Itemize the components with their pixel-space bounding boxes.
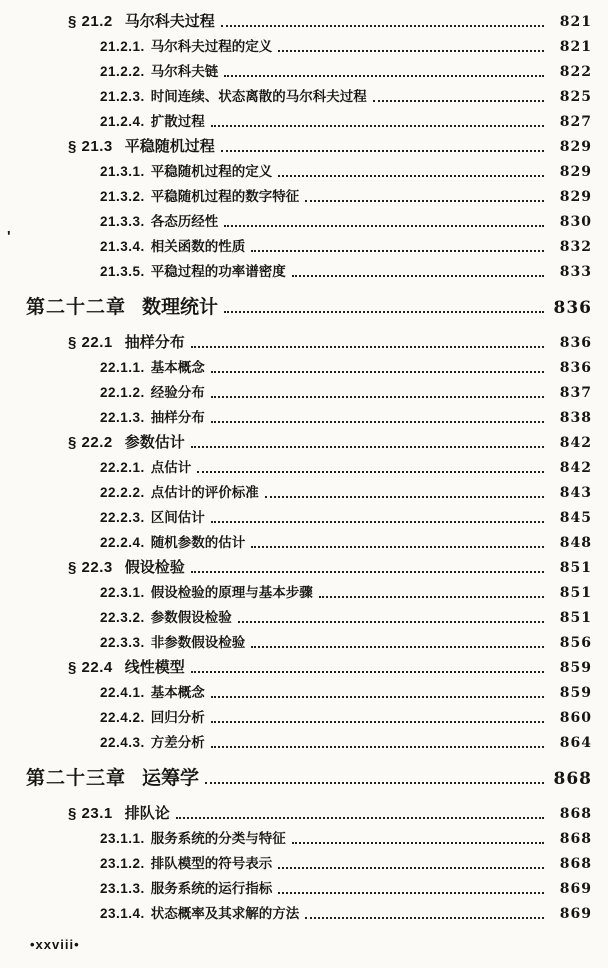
dot-leader-icon (191, 671, 544, 673)
toc-entry-page: 860 (559, 710, 592, 726)
toc-entry-title: 状态概率及其求解的方法 (150, 906, 300, 921)
toc-entry-page: 856 (559, 635, 592, 651)
toc-entry-page: 868 (553, 769, 592, 789)
toc-entry-title: 扩散过程 (150, 114, 205, 129)
dot-leader-icon (191, 446, 544, 448)
toc-entry-number: 23.1.1. (100, 831, 145, 846)
dot-leader-icon (265, 496, 544, 498)
toc-entry (26, 902, 592, 927)
toc-entry-title: 服务系统的分类与特征 (150, 831, 286, 846)
toc-entry-title: 数理统计 (142, 297, 219, 318)
toc-entry (26, 802, 592, 827)
toc-entry-title: 时间连续、状态离散的马尔科夫过程 (150, 89, 367, 104)
toc-entry (26, 606, 592, 631)
toc-entry-number: 第二十三章 (26, 768, 127, 789)
toc-entry-number: § 23.1 (68, 805, 113, 822)
toc-entry-page: 821 (559, 39, 592, 55)
toc-entry-number: 22.2.3. (100, 510, 145, 525)
dot-leader-icon (292, 842, 544, 844)
toc-entry (26, 356, 592, 381)
toc-entry-page: 829 (559, 164, 592, 180)
toc-entry-number: § 22.2 (68, 434, 113, 451)
toc-entry-page: 868 (559, 806, 592, 822)
toc-entry (26, 292, 592, 326)
toc-entry-number: 22.4.2. (100, 710, 145, 725)
dot-leader-icon (238, 621, 544, 623)
toc-entry-number: § 22.4 (68, 659, 113, 676)
toc-entry-number: 22.3.3. (100, 635, 145, 650)
toc-entry-title: 抽样分布 (150, 410, 205, 425)
toc-entry-page: 829 (559, 189, 592, 205)
toc-entry-page: 842 (559, 460, 592, 476)
toc-entry-page: 851 (559, 610, 592, 626)
toc-entry-page: 830 (559, 214, 592, 230)
toc-entry-title: 线性模型 (124, 659, 185, 676)
dot-leader-icon (278, 892, 544, 894)
toc-entry-page: 836 (553, 298, 592, 318)
toc-entry-page: 848 (559, 535, 592, 551)
toc-entry-page: 859 (559, 660, 592, 676)
toc-entry-page: 859 (559, 685, 592, 701)
toc-entry-number: § 21.2 (68, 13, 113, 30)
toc-entry (26, 731, 592, 756)
dot-leader-icon (191, 346, 544, 348)
dot-leader-icon (205, 782, 544, 784)
toc-entry-number: § 21.3 (68, 138, 113, 155)
toc-entry-page: 843 (559, 485, 592, 501)
toc-entry (26, 877, 592, 902)
toc-entry-page: 864 (559, 735, 592, 751)
toc-entry-number: 21.3.5. (100, 264, 145, 279)
toc-entry-title: 马尔科夫过程的定义 (150, 39, 273, 54)
dot-leader-icon (211, 521, 544, 523)
toc-entry-title: 服务系统的运行指标 (150, 881, 273, 896)
page-number-footer: •xxviii• (30, 937, 80, 952)
dot-leader-icon (221, 150, 544, 152)
toc-entry-title: 区间估计 (150, 510, 205, 525)
dot-leader-icon (224, 75, 544, 77)
toc-entry-number: 21.2.2. (100, 64, 145, 79)
dot-leader-icon (211, 421, 544, 423)
toc-entry-number: 22.2.2. (100, 485, 145, 500)
toc-entry-title: 抽样分布 (124, 334, 185, 351)
toc-entry-number: 21.3.3. (100, 214, 145, 229)
toc-entry-page: 837 (559, 385, 592, 401)
dot-leader-icon (211, 396, 544, 398)
toc-entry-page: 868 (559, 856, 592, 872)
toc-entry-number: 21.3.1. (100, 164, 145, 179)
dot-leader-icon (211, 125, 544, 127)
toc-entry-number: 22.1.3. (100, 410, 145, 425)
toc-entry (26, 60, 592, 85)
toc-entry-title: 平稳随机过程的定义 (150, 164, 273, 179)
toc-entry-page: 869 (559, 881, 592, 897)
dot-leader-icon (211, 746, 544, 748)
toc-entry-title: 回归分析 (150, 710, 205, 725)
toc-entry-number: 23.1.2. (100, 856, 145, 871)
toc-entry (26, 481, 592, 506)
toc-entry-page: 821 (559, 14, 592, 30)
dot-leader-icon (305, 917, 544, 919)
toc-entry-title: 经验分布 (150, 385, 205, 400)
toc-entry (26, 260, 592, 285)
toc-entry-page: 836 (559, 360, 592, 376)
toc-entry-page: 822 (559, 64, 592, 80)
dot-leader-icon (251, 646, 544, 648)
dot-leader-icon (224, 225, 544, 227)
dot-leader-icon (278, 867, 544, 869)
toc-entry (26, 431, 592, 456)
dot-leader-icon (176, 817, 544, 819)
toc-entry-page: 832 (559, 239, 592, 255)
dot-leader-icon (224, 311, 544, 313)
toc-entry-title: 排队论 (124, 805, 170, 822)
toc-entry (26, 581, 592, 606)
toc-entry (26, 631, 592, 656)
toc-entry-number: 第二十二章 (26, 297, 127, 318)
dot-leader-icon (305, 200, 544, 202)
toc-entry-title: 参数假设检验 (150, 610, 232, 625)
toc-entry (26, 85, 592, 110)
dot-leader-icon (278, 175, 544, 177)
toc-entry (26, 210, 592, 235)
dot-leader-icon (197, 471, 544, 473)
toc-entry-title: 运筹学 (142, 768, 200, 789)
toc-entry (26, 135, 592, 160)
toc-entry-page: 845 (559, 510, 592, 526)
toc-entry-title: 马尔科夫过程 (124, 13, 215, 30)
toc-entry-title: 基本概念 (150, 685, 205, 700)
dot-leader-icon (211, 721, 544, 723)
toc-entry (26, 506, 592, 531)
toc-entry-page: 851 (559, 585, 592, 601)
toc-entry (26, 827, 592, 852)
toc-entry-number: 21.2.4. (100, 114, 145, 129)
toc-entry-title: 马尔科夫链 (150, 64, 219, 79)
toc-entry-title: 相关函数的性质 (150, 239, 246, 254)
toc-entry-title: 非参数假设检验 (150, 635, 246, 650)
toc-entry-title: 平稳随机过程 (124, 138, 215, 155)
toc-entry (26, 763, 592, 797)
toc-entry (26, 110, 592, 135)
toc-entry-page: 838 (559, 410, 592, 426)
toc-entry-number: 23.1.3. (100, 881, 145, 896)
toc-entry-title: 假设检验 (124, 559, 185, 576)
toc-entry-page: 842 (559, 435, 592, 451)
toc-entry (26, 406, 592, 431)
toc-entry-number: 21.2.3. (100, 89, 145, 104)
toc-entry-title: 点估计 (150, 460, 192, 475)
dot-leader-icon (211, 696, 544, 698)
toc-entry (26, 160, 592, 185)
dot-leader-icon (319, 596, 544, 598)
dot-leader-icon (221, 25, 544, 27)
toc-entry-number: 22.1.2. (100, 385, 145, 400)
dot-leader-icon (373, 100, 544, 102)
toc-entry-title: 方差分析 (150, 735, 205, 750)
toc-entry-page: 825 (559, 89, 592, 105)
toc-entry (26, 10, 592, 35)
toc-entry-title: 基本概念 (150, 360, 205, 375)
toc-entry (26, 381, 592, 406)
dot-leader-icon (211, 371, 544, 373)
toc-entry-number: 22.2.4. (100, 535, 145, 550)
toc-entry-title: 平稳过程的功率谱密度 (150, 264, 286, 279)
toc-entry-number: § 22.1 (68, 334, 113, 351)
toc-entry-number: 22.4.1. (100, 685, 145, 700)
toc-entry-number: 22.4.3. (100, 735, 145, 750)
dot-leader-icon (251, 546, 544, 548)
toc-entry (26, 656, 592, 681)
toc-entry-page: 827 (559, 114, 592, 130)
toc-entry-title: 随机参数的估计 (150, 535, 246, 550)
toc-entry-title: 假设检验的原理与基本步骤 (150, 585, 313, 600)
dot-leader-icon (278, 50, 544, 52)
toc-entry-title: 各态历经性 (150, 214, 219, 229)
toc-entry-number: 22.1.1. (100, 360, 145, 375)
toc-entry-title: 排队模型的符号表示 (150, 856, 273, 871)
toc-entry (26, 456, 592, 481)
toc-entry-number: 22.3.2. (100, 610, 145, 625)
dot-leader-icon (191, 571, 544, 573)
toc-entry-number: 22.2.1. (100, 460, 145, 475)
toc-entry-page: 829 (559, 139, 592, 155)
toc-entry-number: 22.3.1. (100, 585, 145, 600)
toc-entry-page: 833 (559, 264, 592, 280)
toc-entry (26, 35, 592, 60)
toc-entry (26, 852, 592, 877)
toc-entry-title: 参数估计 (124, 434, 185, 451)
toc-entry-title: 平稳随机过程的数字特征 (150, 189, 300, 204)
toc-entry-number: 21.3.2. (100, 189, 145, 204)
toc-entry (26, 235, 592, 260)
scan-artifact-mark: ' (7, 228, 11, 245)
toc-entry-number: 23.1.4. (100, 906, 145, 921)
toc-entry (26, 531, 592, 556)
dot-leader-icon (292, 275, 544, 277)
toc-entry (26, 185, 592, 210)
toc-entry-page: 836 (559, 335, 592, 351)
toc-entry (26, 706, 592, 731)
toc-entry (26, 681, 592, 706)
toc-entry (26, 556, 592, 581)
toc-entry-title: 点估计的评价标准 (150, 485, 259, 500)
toc-entry-page: 869 (559, 906, 592, 922)
toc-entry-number: 21.2.1. (100, 39, 145, 54)
toc-entry (26, 331, 592, 356)
toc-entry-number: 21.3.4. (100, 239, 145, 254)
toc-entry-page: 851 (559, 560, 592, 576)
toc-entry-page: 868 (559, 831, 592, 847)
toc-entry-number: § 22.3 (68, 559, 113, 576)
dot-leader-icon (251, 250, 544, 252)
